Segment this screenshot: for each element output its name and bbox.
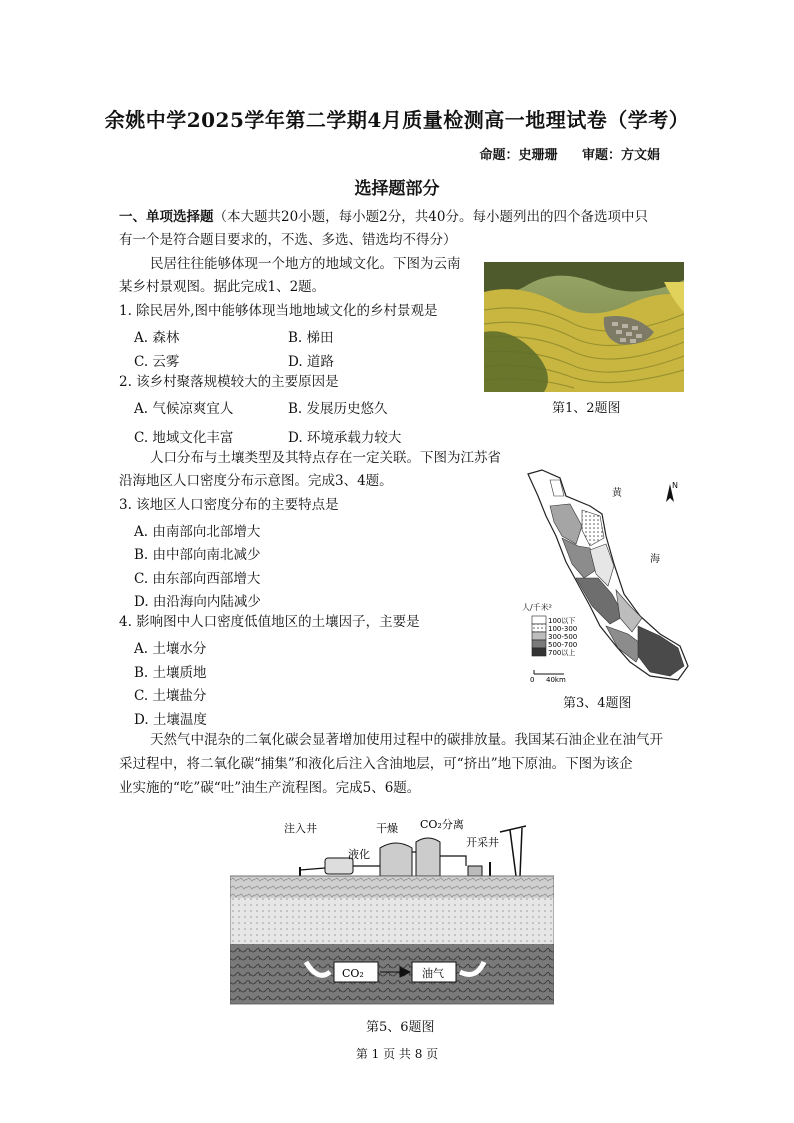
- group3-intro-1: 天然气中混杂的二氧化碳会显著增加使用过程中的碳排放量。我国某石油企业在油气开: [150, 732, 663, 748]
- q2-option-d: D. 环境承载力较大: [288, 430, 402, 446]
- author-line: [459, 144, 660, 163]
- q3-option-c: C. 由东部向西部增大: [134, 571, 261, 587]
- question-4-stem: 4. 影响图中人口密度低值地区的土壤因子，主要是: [119, 614, 420, 630]
- part1-instruction-1: （本大题共20小题，每小题2分，共40分。每小题列出的四个备选项中只: [213, 209, 648, 225]
- map-sea-label-1: 黄: [612, 488, 622, 499]
- q4-option-b: B. 土壤质地: [134, 665, 207, 681]
- q3-option-a: A. 由南部向北部增大: [134, 524, 261, 540]
- q1-option-a: A. 森林: [134, 330, 180, 346]
- part1-instruction-2: 有一个是符合题目要求的，不选、多选、错选均不得分）: [119, 232, 457, 248]
- label-co2: CO₂: [342, 967, 364, 980]
- label-produce-well: 开采井: [466, 836, 499, 849]
- q1-option-b: B. 梯田: [288, 330, 334, 346]
- label-dry: 干燥: [376, 822, 398, 835]
- group2-intro-1: 人口分布与土壤类型及其特点存在一定关联。下图为江苏省: [150, 450, 501, 466]
- q3-option-d: D. 由沿海向内陆减少: [134, 594, 261, 610]
- legend-item-2: 100-300: [548, 625, 578, 633]
- label-oil-gas: 油气: [422, 967, 444, 980]
- q1-option-d: D. 道路: [288, 354, 334, 370]
- figure-3-4-caption: 第3、4题图: [563, 696, 632, 711]
- author: 命题：史珊珊: [479, 148, 558, 163]
- q4-option-a: A. 土壤水分: [134, 641, 207, 657]
- q2-option-c: C. 地域文化丰富: [134, 430, 234, 446]
- map-sea-label-2: 海: [650, 554, 660, 565]
- exam-title: 余姚中学2025学年第二学期4月质量检测高一地理试卷（学考）: [104, 108, 690, 132]
- scale-label: 40km: [546, 676, 566, 684]
- label-inject-well: 注入井: [284, 822, 317, 835]
- part1-instruction: [119, 208, 648, 226]
- group2-intro-2: 沿海地区人口密度分布示意图。完成3、4题。: [119, 473, 393, 489]
- legend-item-3: 300-500: [548, 633, 578, 641]
- figure-1-2-caption: 第1、2题图: [552, 401, 621, 416]
- label-co2-separate: CO₂分离: [420, 818, 464, 831]
- group1-intro-2: 某乡村景观图。据此完成1、2题。: [119, 279, 326, 295]
- group3-intro-3: 业实施的“吃”碳“吐”油生产流程图。完成5、6题。: [119, 780, 421, 796]
- q4-option-c: C. 土壤盐分: [134, 688, 207, 704]
- figure-5-6-caption: 第5、6题图: [366, 1020, 435, 1035]
- legend-item-4: 500-700: [548, 641, 578, 649]
- north-arrow-icon: [666, 481, 678, 502]
- label-liquefy: 液化: [348, 848, 370, 861]
- part1-heading: 一、单项选择题: [119, 209, 214, 225]
- group1-intro-1: 民居往往能够体现一个地方的地域文化。下图为云南: [150, 256, 461, 272]
- legend-title: 人/千米²: [522, 603, 552, 612]
- q3-option-b: B. 由中部向南北减少: [134, 547, 261, 563]
- co2-oil-process-diagram: [230, 812, 554, 1017]
- q4-option-d: D. 土壤温度: [134, 712, 207, 728]
- jiangsu-population-map: [520, 466, 692, 684]
- question-3-stem: 3. 该地区人口密度分布的主要特点是: [119, 497, 339, 513]
- q1-option-c: C. 云雾: [134, 354, 180, 370]
- group3-intro-2: 采过程中，将二氧化碳“捕集”和液化后注入含油地层，可“挤出”地下原油。下图为该企: [119, 756, 633, 772]
- page-number: 第 1 页 共 8 页: [355, 1047, 439, 1061]
- q2-option-a: A. 气候凉爽宜人: [134, 401, 234, 417]
- q2-option-b: B. 发展历史悠久: [288, 401, 388, 417]
- question-2-stem: 2. 该乡村聚落规模较大的主要原因是: [119, 374, 339, 390]
- scale-zero: 0: [530, 676, 535, 684]
- north-label: N: [672, 481, 678, 490]
- reviewer: 审题：方文娟: [581, 148, 660, 163]
- terrace-village-photo: [484, 262, 684, 392]
- legend-item-1: 100以下: [548, 617, 576, 625]
- question-1-stem: 1. 除民居外,图中能够体现当地地域文化的乡村景观是: [119, 303, 438, 319]
- legend-item-5: 700以上: [548, 649, 576, 657]
- section-title: 选择题部分: [354, 179, 440, 199]
